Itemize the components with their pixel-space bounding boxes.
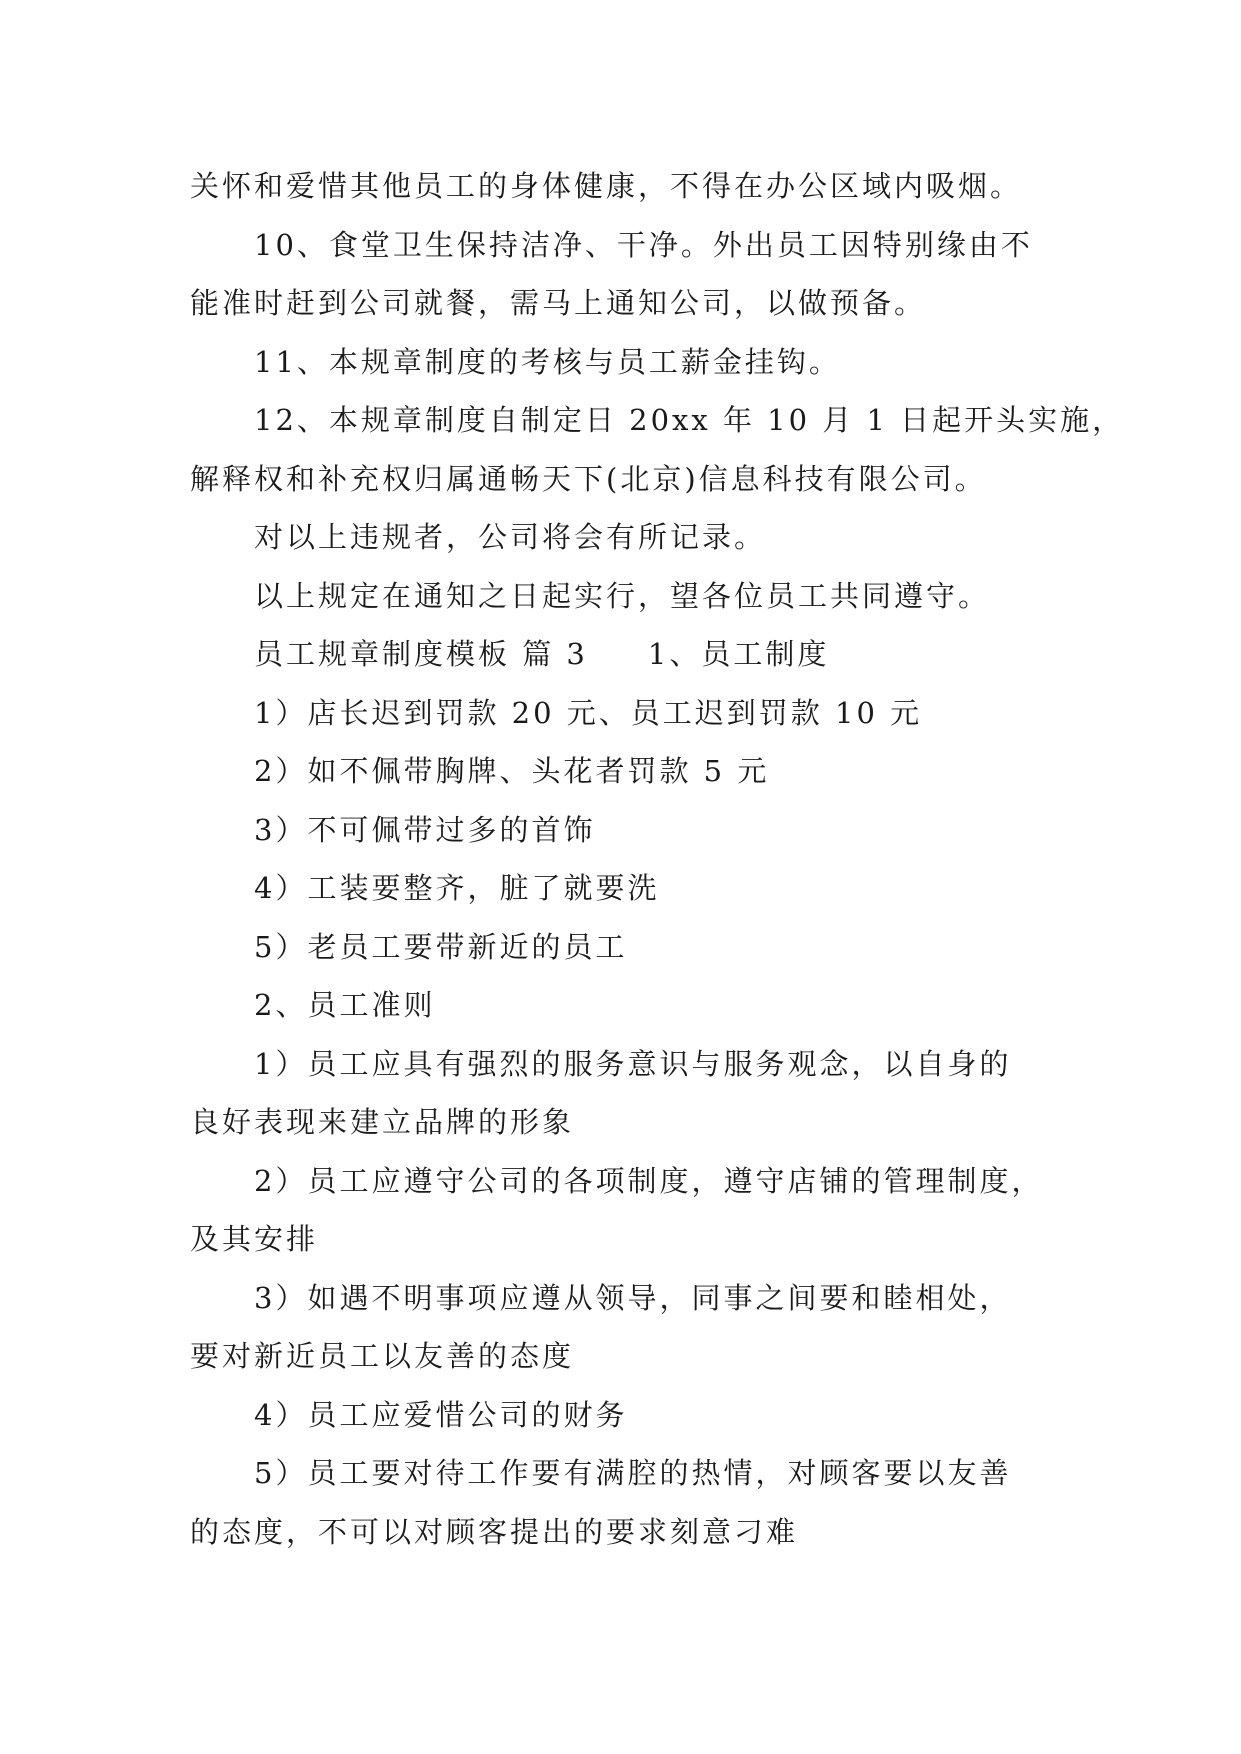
paragraph-line: 1）店长迟到罚款 20 元、员工迟到罚款 10 元	[254, 695, 923, 730]
document-body	[190, 157, 1125, 1561]
paragraph-line: 10、食堂卫生保持洁净、干净。外出员工因特别缘由不	[254, 227, 1033, 262]
paragraph-line: 4）工装要整齐，脏了就要洗	[254, 871, 660, 905]
subsection-title: 2、员工准则	[254, 988, 436, 1022]
section-title: 员工规章制度模板 篇 3	[254, 637, 588, 671]
paragraph-line: 5）老员工要带新近的员工	[254, 929, 628, 964]
paragraph-line: 及其安排	[190, 1222, 319, 1256]
paragraph-line: 能准时赶到公司就餐，需马上通知公司，以做预备。	[190, 286, 927, 320]
paragraph-line: 2）如不佩带胸牌、头花者罚款 5 元	[254, 754, 770, 788]
paragraph-line: 2）员工应遵守公司的各项制度，遵守店铺的管理制度，	[254, 1163, 1044, 1198]
paragraph-line: 对以上违规者，公司将会有所记录。	[254, 520, 767, 554]
paragraph-line: 1）员工应具有强烈的服务意识与服务观念，以自身的	[254, 1046, 1012, 1081]
paragraph-line: 3）不可佩带过多的首饰	[254, 812, 596, 847]
paragraph-line: 3）如遇不明事项应遵从领导，同事之间要和睦相处，	[254, 1280, 1012, 1315]
paragraph-line: 良好表现来建立品牌的形象	[190, 1105, 575, 1139]
paragraph-line: 关怀和爱惜其他员工的身体健康，不得在办公区域内吸烟。	[190, 169, 1023, 203]
paragraph-line: 的态度，不可以对顾客提出的要求刻意刁难	[190, 1514, 799, 1549]
paragraph-line: 11、本规章制度的考核与员工薪金挂钩。	[254, 344, 841, 379]
section-heading-line	[190, 625, 1050, 684]
paragraph-line: 要对新近员工以友善的态度	[190, 1339, 575, 1373]
paragraph-line: 4）员工应爱惜公司的财务	[254, 1397, 628, 1432]
paragraph-line: 12、本规章制度自制定日 20xx 年 10 月 1 日起开头实施，	[254, 403, 1125, 437]
paragraph-line: 解释权和补充权归属通畅天下(北京)信息科技有限公司。	[190, 461, 987, 496]
paragraph-line: 5）员工要对待工作要有满腔的热情，对顾客要以友善	[254, 1456, 1012, 1490]
subsection-title: 1、员工制度	[647, 637, 830, 671]
paragraph-line: 以上规定在通知之日起实行，望各位员工共同遵守。	[254, 578, 991, 613]
